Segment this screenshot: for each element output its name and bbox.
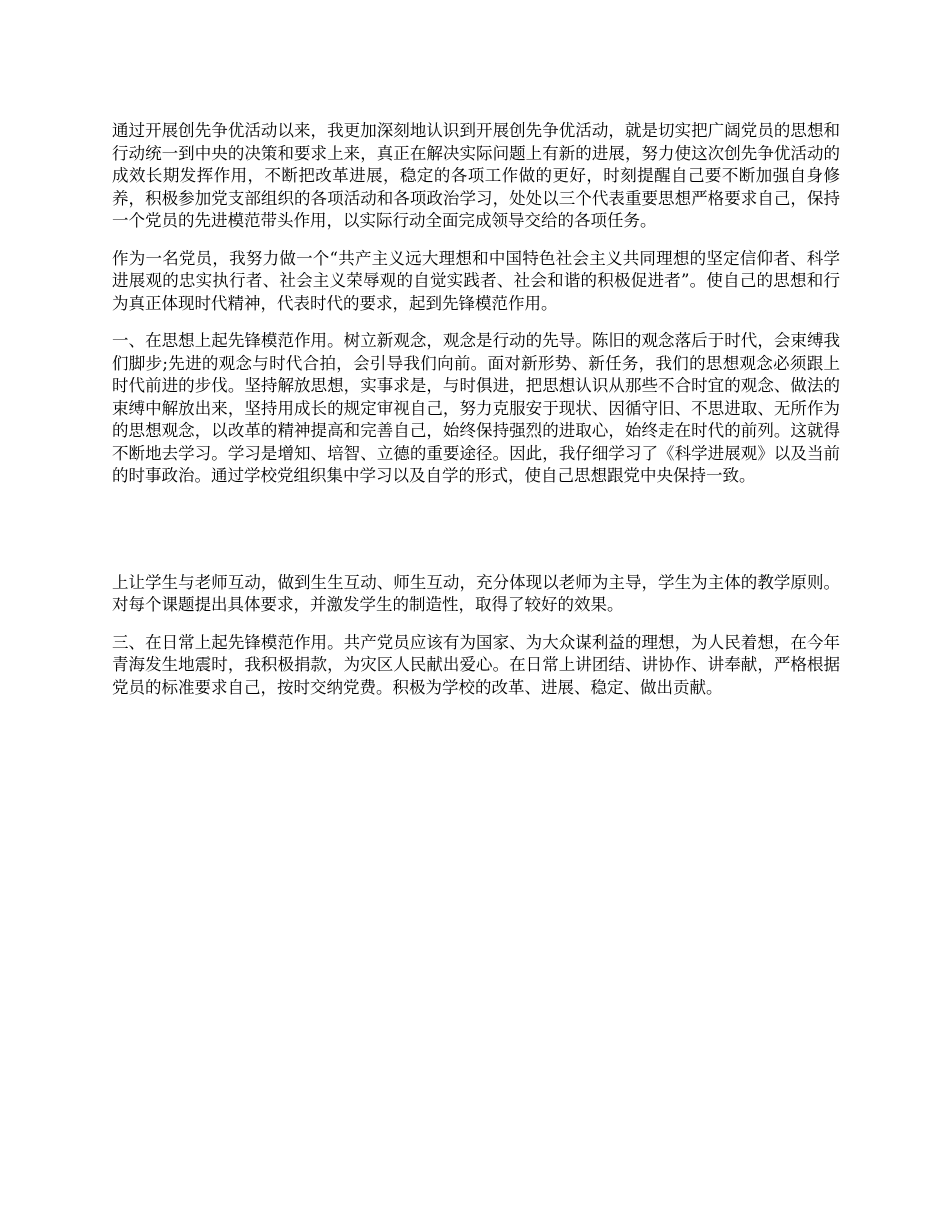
paragraph-party-member: 作为一名党员，我努力做一个“共产主义远大理想和中国特色社会主义共同理想的坚定信仰者、科学进展观的忠实执行者、社会主义荣辱观的自觉实践者、社会和谐的积极促进者”。使自己的思想和行为真正体现时代精神，代表时代的要求，起到先锋模范作用。 bbox=[112, 248, 840, 313]
paragraph-daily-life: 三、在日常上起先锋模范作用。共产党员应该有为国家、为大众谋利益的理想，为人民着想，在今年青海发生地震时，我积极捐款，为灾区人民献出爱心。在日常上讲团结、讲协作、讲奉献，严格根据党员的标准要求自己，按时交纳党费。积极为学校的改革、进展、稳定、做出贡献。 bbox=[112, 632, 840, 697]
page-gap bbox=[112, 488, 840, 548]
paragraph-intro: 通过开展创先争优活动以来，我更加深刻地认识到开展创先争优活动，就是切实把广阔党员的思想和行动统一到中央的决策和要求上来，真正在解决实际问题上有新的进展，努力使这次创先争优活动的成效长期发挥作用，不断把改革进展，稳定的各项工作做的更好，时刻提醒自己要不断加强自身修养，积极参加党支部组织的各项活动和各项政治学习，处处以三个代表重要思想严格要求自己，保持一个党员的先进模范带头作用，以实际行动全面完成领导交给的各项任务。 bbox=[112, 121, 840, 230]
document-body bbox=[112, 120, 840, 699]
paragraph-teaching: 上让学生与老师互动，做到生生互动、师生互动，充分体现以老师为主导，学生为主体的教学原则。对每个课题提出具体要求，并激发学生的制造性，取得了较好的效果。 bbox=[112, 572, 840, 614]
paragraph-thought: 一、在思想上起先锋模范作用。树立新观念，观念是行动的先导。陈旧的观念落后于时代，会束缚我们脚步;先进的观念与时代合拍，会引导我们向前。面对新形势、新任务，我们的思想观念必须跟上时代前进的步伐。坚持解放思想，实事求是，与时俱进，把思想认识从那些不合时宜的观念、做法的束缚中解放出来，坚持用成长的规定审视自己，努力克服安于现状、因循守旧、不思进取、无所作为的思想观念，以改革的精神提高和完善自己，始终保持强烈的进取心，始终走在时代的前列。这就得不断地去学习。学习是增知、培智、立德的重要途径。因此，我仔细学习了《科学进展观》以及当前的时事政治。通过学校党组织集中学习以及自学的形式，使自己思想跟党中央保持一致。 bbox=[112, 331, 840, 485]
